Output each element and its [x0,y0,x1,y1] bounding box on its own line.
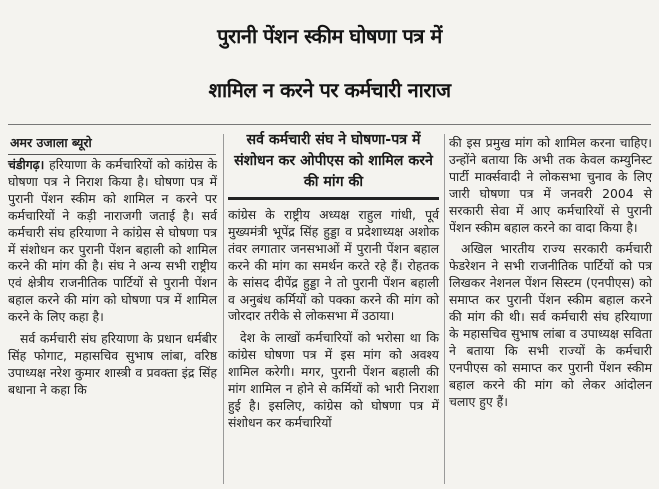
headline-divider [8,124,651,125]
paragraph [8,157,217,326]
headline-line-1: पुरानी पेंशन स्कीम घोषणा पत्र में [217,24,442,48]
article-column-2 [228,207,439,432]
paragraph: कांग्रेस के राष्ट्रीय अध्यक्ष राहुल गांधी, पूर्व मुख्यमंत्री भूपेंद्र सिंह हुड्डा व प्रदेशाध्यक्ष अशोक तंवर लगातार जनसभाओं में पुरानी पेंशन बहाल करने की मांग का समर्थन करते रहे हैं। रोहतक के सांसद दीपेंद्र हुड्डा ने तो पुरानी पेंशन बहाली व अनुबंध कर्मियों को पक्का करने की मांग को जोरदार तरीके से लोकसभा में उठाया। [228,207,439,324]
dateline: चंडीगढ़। [8,157,45,172]
subheading: सर्व कर्मचारी संघ ने घोषणा-पत्र में संशोधन कर ओपीएस को शामिल करने की मांग की [234,132,433,190]
byline: अमर उजाला ब्यूरो [10,135,92,150]
column-divider [444,134,445,484]
subheading-underline [228,197,439,200]
article-column-3 [449,135,652,411]
paragraph: अखिल भारतीय राज्य सरकारी कर्मचारी फेडरेशन ने सभी राजनीतिक पार्टियों को पत्र लिखकर नेशनल पेंशन सिस्टम (एनपीएस) को समाप्त कर पुरानी पेंशन स्कीम बहाल करने की मांग की थी। सर्व कर्मचारी संघ हरियाणा के महासचिव सुभाष लांबा व उपाध्यक्ष सविता ने बताया कि सभी राज्यों के कर्मचारी एनपीएस को समाप्त कर पुरानी पेंशन स्कीम बहाल करने की मांग को लेकर आंदोलन चलाए हुए हैं। [449,241,652,409]
article-column-1 [8,157,217,399]
column-divider [223,134,224,484]
paragraph: सर्व कर्मचारी संघ हरियाणा के प्रधान धर्मबीर सिंह फोगाट, महासचिव सुभाष लांबा, वरिष्ठ उपाध्यक्ष नरेश कुमार शास्त्री व प्रवक्ता इंद्र सिंह बधाना ने कहा कि [8,331,217,397]
paragraph: की इस प्रमुख मांग को शामिल करना चाहिए। उन्होंने बताया कि अभी तक केवल कम्युनिस्ट पार्टी मार्क्सवादी ने लोकसभा चुनाव के लिए जारी घोषणा पत्र में जनवरी 2004 से सरकारी सेवा में आए कर्मचारियों से पुरानी पेंशन स्कीम बहाल करने का वादा किया है। [449,135,652,235]
paragraph-text: हरियाणा के कर्मचारियों को कांग्रेस के घोषणा पत्र ने निराश किया है। घोषणा पत्र में पुरानी पेंशन स्कीम को शामिल न करने पर कर्मचारियों ने कड़ी नाराजगी जताई है। सर्व कर्मचारी संघ हरियाणा ने कांग्रेस से घोषणा पत्र में संशोधन कर पुरानी पेंशन बहाली को शामिल करने की मांग की है। संघ ने अन्य सभी राष्ट्रीय एवं क्षेत्रीय राजनीतिक पार्टियों से पुरानी पेंशन बहाल करने की मांग को घोषणा पत्र में शामिल करने के लिए कहा है। [8,157,217,325]
paragraph: देश के लाखों कर्मचारियों को भरोसा था कि कांग्रेस घोषणा पत्र में इस मांग को अवश्य शामिल करेगी। मगर, पुरानी पेंशन बहाली की मांग शामिल न होने से कर्मियों को भारी निराशा हुई है। इसलिए, कांग्रेस को घोषणा पत्र में संशोधन कर कर्मचारियों [228,330,439,430]
headline-line-2: शामिल न करने पर कर्मचारी नाराज [208,78,451,102]
byline-rule [8,154,216,155]
